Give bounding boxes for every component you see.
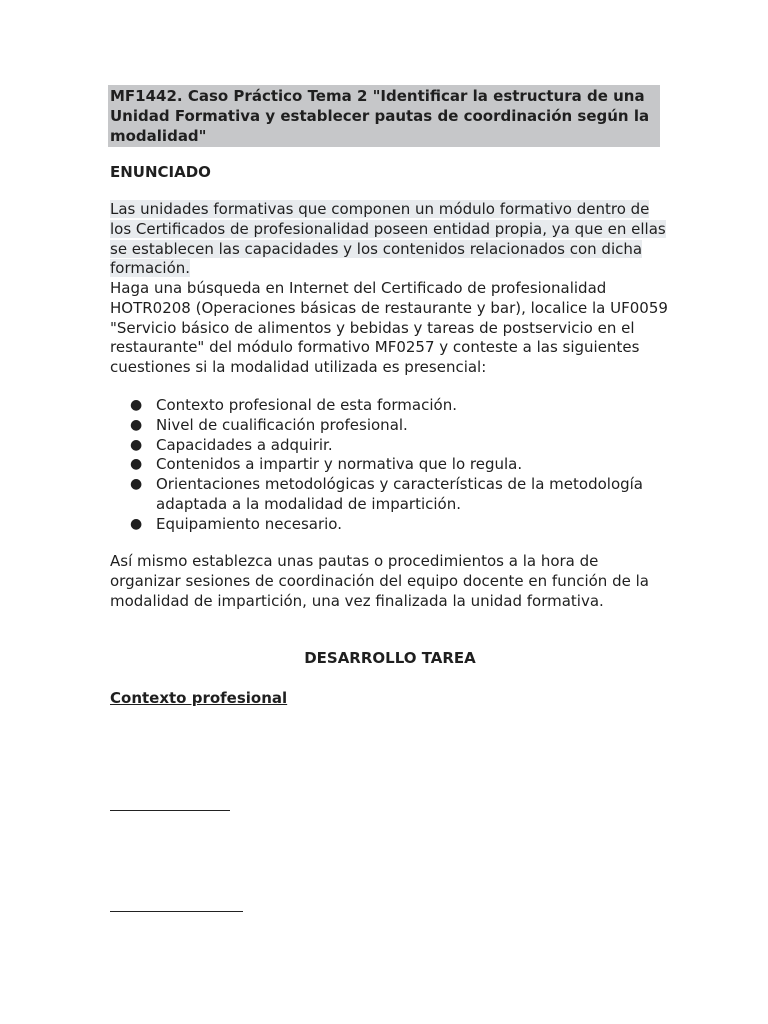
document-title: MF1442. Caso Práctico Tema 2 "Identificar la estructura de una Unidad Formativa y establecer pautas de coordinación según la modalidad" <box>108 85 660 147</box>
list-item: ● Contexto profesional de esta formación. <box>130 396 457 414</box>
section-heading-enunciado: ENUNCIADO <box>110 163 211 181</box>
section-heading-desarrollo: DESARROLLO TAREA <box>304 649 476 667</box>
subsection-heading-contexto: Contexto profesional <box>110 689 288 707</box>
list-item: ● Nivel de cualificación profesional. <box>130 415 408 434</box>
list-item: ● Contenidos a impartir y normativa que lo regula. <box>130 455 523 474</box>
coordination-paragraph: Así mismo establezca unas pautas o procedimientos a la hora de organizar sesiones de coordinación del equipo docente en función de la modalidad de impartición, una vez finalizada la unidad formativa. <box>110 552 649 610</box>
task-paragraph: Haga una búsqueda en Internet del Certificado de profesionalidad HOTR0208 (Operaciones básicas de restaurante y bar), localice la UF0059 "Servicio básico de alimentos y bebidas y tareas de postservicio en el restaurante" del módulo formativo MF0257 y conteste a las siguientes cuestiones si la modalidad utilizada es presencial: <box>110 279 668 377</box>
question-list <box>110 396 670 535</box>
list-item: ● Capacidades a adquirir. <box>130 435 333 454</box>
intro-paragraph <box>110 200 670 279</box>
bullet-icon: ● <box>130 397 143 413</box>
bullet-icon: ● <box>130 436 143 453</box>
bullet-icon: ● <box>130 456 143 473</box>
bullet-icon: ● <box>130 476 143 493</box>
list-item: ● Equipamiento necesario. <box>130 514 342 533</box>
blank-underline <box>110 911 243 912</box>
list-item: ● Orientaciones metodológicas y características de la metodología adaptada a la modalidad de impartición. <box>130 475 644 513</box>
bullet-icon: ● <box>130 416 143 433</box>
highlighted-intro-text: Las unidades formativas que componen un módulo formativo dentro de los Certificados de profesionalidad poseen entidad propia, ya que en ellas se establecen las capacidades y los contenidos relacionados con dicha formación. <box>110 200 666 278</box>
blank-underline <box>110 810 230 811</box>
bullet-icon: ● <box>130 515 143 532</box>
